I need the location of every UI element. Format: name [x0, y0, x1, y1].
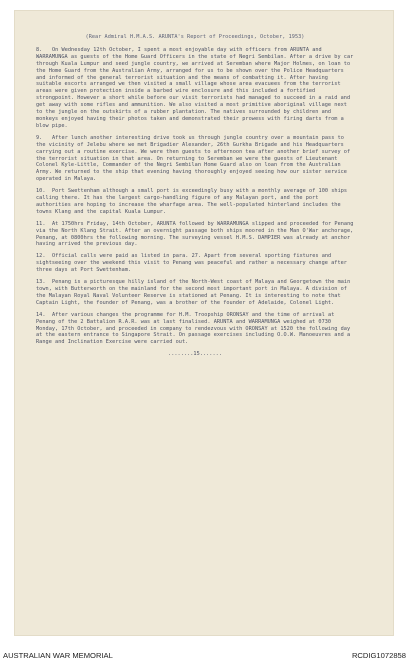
paragraph-text: After various changes the programme for H.M. Troopship ORONSAY and the time of arrival at Penang of the 2 Battalion R.A.R. was at last finalised. ARUNTA and WARRAMUNGA weighed at 0730 Monday, 17th October, and proceeded in company to rendezvous with ORONSAY at 1520 the following day at the eastern entrance to Singapore Strait. On passage exercises including O.O.W. Manoeuvres and a Range and Inclination Exercise were carried out. [36, 311, 351, 346]
paragraph-number: 14. [36, 311, 46, 318]
paragraph-text: After lunch another interesting drive took us through jungle country over a mountain pass to the vicinity of Jelebu where we met Brigadier Alexander, 26th Gurkha Brigade and his Headquarters carrying out a routine exercise. We were then guests to afternoon tea after another brief survey of the terrorist situation in that area. On returning to Seremban we were the guests of Lieutenant Colonel Kyle-Little, Commander of the Negri Sembilan Home Guard also on loan from the Australian Army. We returned to the ship that evening having thoroughly enjoyed seeing how our sister service operated in Malaya. [36, 134, 351, 183]
document-body [36, 34, 354, 358]
paragraph [36, 279, 354, 307]
paragraph-text: Penang is a picturesque hilly island of the North-West coast of Malaya and Georgetown the main town, with Butterworth on the mainland for the second most important port in Malaya. A division of the Malayan Royal Naval Volunteer Reserve is stationed at Penang. It is interesting to note that Captain Light, the founder of Penang, was a brother of the founder of Adelaide, Colonel Light. [36, 279, 351, 306]
paragraph-number: 9. [36, 134, 43, 141]
institution-label: AUSTRALIAN WAR MEMORIAL [3, 651, 113, 660]
document-heading: (Rear Admiral H.M.A.S. ARUNTA's Report of Proceedings, October, 1953) [85, 34, 305, 40]
paragraph-number: 10. [36, 188, 46, 195]
paragraph [36, 188, 354, 216]
page-number: ........15....... [168, 351, 222, 358]
paragraph [36, 221, 354, 249]
paragraph-text: Official calls were paid as listed in para. 27. Apart from several sporting fixtures and sightseeing over the weekend this visit to Penang was peaceful and rather a necessary change after three days at Port Swettenham. [36, 253, 347, 274]
paragraph-list [36, 47, 354, 346]
paragraph [36, 312, 354, 347]
paragraph-text: Port Swettenham although a small port is exceedingly busy with a monthly average of 100 ships calling there. It has the largest cargo-handling figure of any Malayan port, and the port authorities are hoping to increase the wharfage area. The well-populated hinterland includes the towns Klang and the capital Kuala Lumpur. [36, 188, 348, 215]
paragraph [36, 253, 354, 274]
paragraph-text: At 1750hrs Friday, 14th October, ARUNTA followed by WARRAMUNGA slipped and proceeded for Penang via the North Klang Strait. After an overnight passage both ships moored in the Man O'War anchorage, Penang, at 0800hrs the following morning. The surveying vessel H.M.S. DAMPIER was already at anchor having arrived the previous day. [36, 220, 354, 248]
paragraph-number: 13. [36, 279, 46, 286]
archive-footer [0, 642, 409, 666]
paragraph-number: 8. [36, 46, 43, 53]
paragraph [36, 135, 354, 183]
paragraph-text: On Wednesday 12th October, I spent a most enjoyable day with officers from ARUNTA and WARRAMUNGA as guests of the Home Guard Officers in the state of Negri Sembilan. After a drive by car through Kuala Lumpur and seed jungle country, we arrived at Seremban where Major Holmes, on loan to the Home Guard from the Australian Army, arranged for us to be shown over the Police Headquarters and informed of the general terrorist situation and the means of combatting it. After having suitable escorts arranged we then visited a small village whose area evacuees from the terrorist areas were given protection inside a barbed wire enclosure and this included a fortified strongpoint. However a short while before our visit terrorists had managed to succeed in a raid and get away with some rifles and ammunition. We also visited a most primitive aboriginal village next to the jungle on the outskirts of a rubber plantation. The natives surrounded by children and monkeys enjoyed having their photos taken and demonstrated their prowess with firing darts from a blow pipe. [36, 46, 354, 129]
record-id: RCDIG1072858 [351, 651, 406, 660]
paragraph-number: 11. [36, 220, 46, 227]
paragraph [36, 47, 354, 130]
paragraph-number: 12. [36, 253, 46, 260]
